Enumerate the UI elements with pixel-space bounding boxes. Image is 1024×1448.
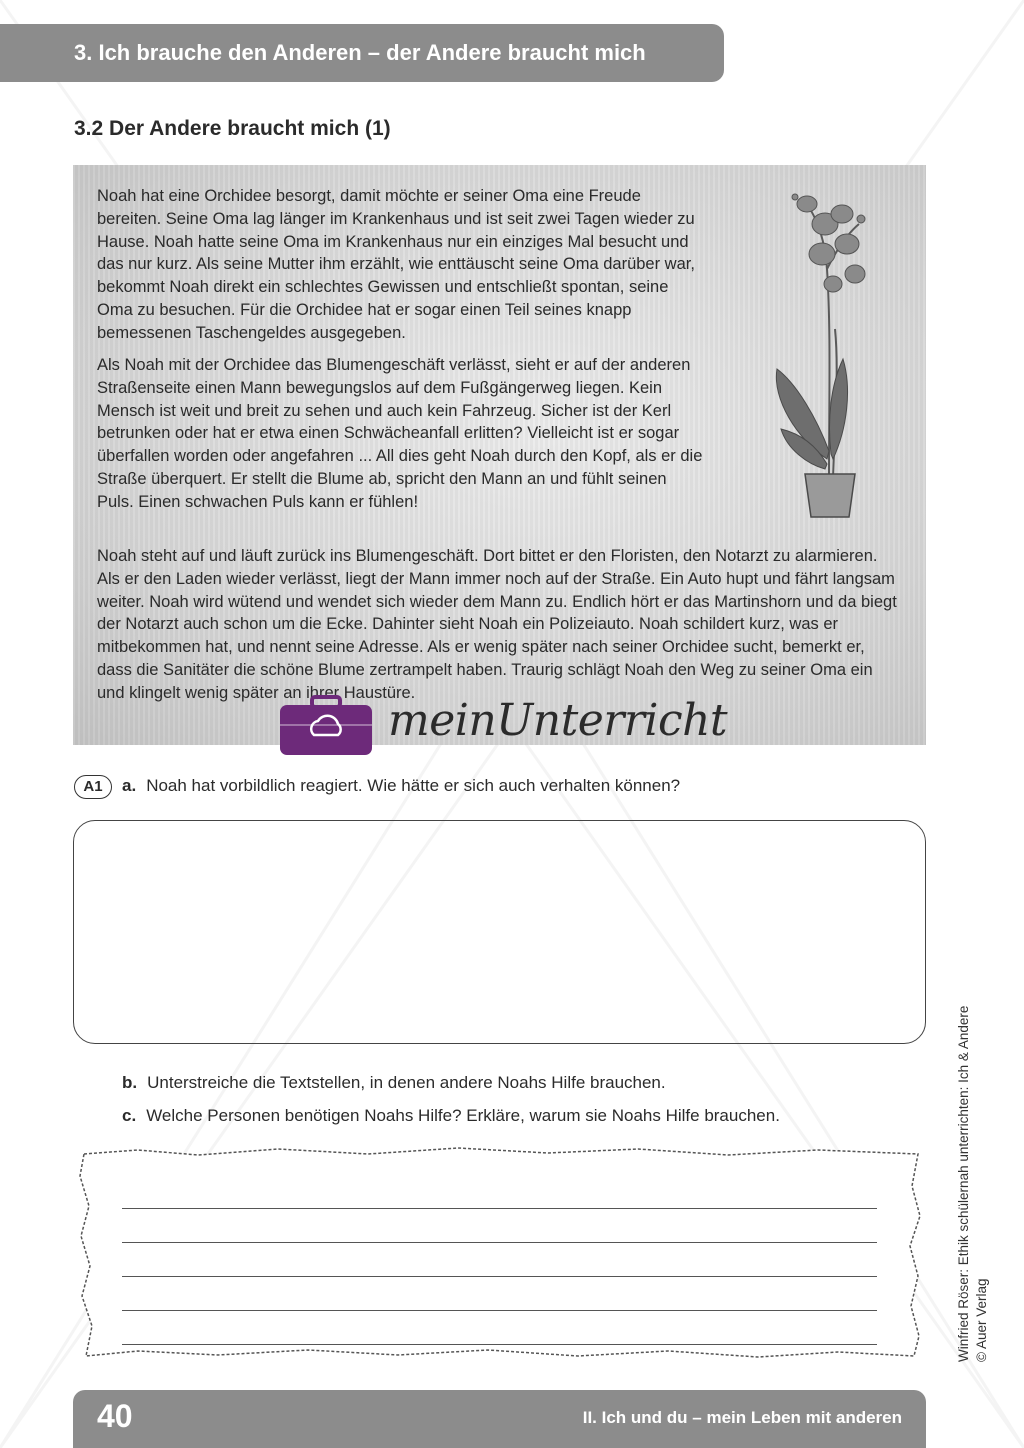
story-box xyxy=(73,165,926,745)
publisher-logo xyxy=(276,693,746,759)
task-a-letter: a. xyxy=(122,776,137,795)
story-paragraph-1: Noah hat eine Orchidee besorgt, damit möchte er seiner Oma eine Freude bereiten. Seine Oma lag länger im Krankenhaus und ist seit zwei Tagen wieder zu Hause. Noah hatte seine Oma im Krankenhaus nur ein einziges Mal besucht und das nur kurz. Als seine Mutter ihm erzählt, wie enttäuscht seine Oma darüber war, bekommt Noah direkt ein schlechtes Gewissen und entschließt spontan, seine Oma zu besuchen. Für die Orchidee hat er sogar einen Teil seines knapp bemessenen Taschengeldes ausgegeben. xyxy=(97,187,695,342)
page-number: 40 xyxy=(97,1398,133,1434)
task-b xyxy=(122,1073,666,1093)
task-a-text: Noah hat vorbildlich reagiert. Wie hätte er sich auch verhalten können? xyxy=(146,776,681,795)
story-paragraph-2: Als Noah mit der Orchidee das Blumengeschäft verlässt, sieht er auf der anderen Straßenseite einen Mann bewegungslos auf dem Fußgängerweg liegen. Kein Mensch ist weit und breit zu sehen und auch kein Fahrzeug. Sicher ist der Kerl betrunken oder hat er etwa einen Schwächeanfall erlitten? Vielleicht ist er sogar überfallen worden oder angefahren ... All dies geht Noah durch den Kopf, als er die Straße überquert. Er stellt die Blume ab, spricht den Mann an und fühlt seinen Puls. Einen schwachen Puls kann er fühlen! xyxy=(97,356,703,511)
task-b-letter: b. xyxy=(122,1073,138,1092)
chapter-title: 3. Ich brauche den Anderen – der Andere braucht mich xyxy=(74,40,646,65)
writing-line[interactable] xyxy=(122,1242,877,1243)
credit-publisher-line: © Auer Verlag xyxy=(974,1278,989,1362)
chapter-header xyxy=(0,24,724,82)
task-label: A1 xyxy=(74,775,112,799)
writing-line[interactable] xyxy=(122,1310,877,1311)
footer-section-title: II. Ich und du – mein Leben mit anderen xyxy=(582,1408,902,1427)
orchid-image xyxy=(767,179,879,519)
section-title: 3.2 Der Andere braucht mich (1) xyxy=(74,117,391,140)
task-a xyxy=(122,776,680,796)
story-paragraph-3: Noah steht auf und läuft zurück ins Blumengeschäft. Dort bittet er den Floristen, den Notarzt zu alarmieren. Als er den Laden wieder verlässt, liegt der Mann immer noch auf der Straße. Ein Auto hupt und fährt langsam weiter. Noah wird wütend und wendet sich wieder dem Mann zu. Endlich hört er das Martinshorn und da biegt der Notarzt auch schon um die Ecke. Dahinter sieht Noah ein Polizeiauto. Noah schildert kurz, was er mitbekommen hat, und nennt seine Adresse. Als er wenig später nach seiner Orchidee sucht, bemerkt er, dass die Sanitäter die schöne Blume zertrampelt haben. Traurig schlägt Noah den Weg zu seiner Oma ein und klingelt wenig später an ihrer Haustüre. xyxy=(97,547,897,702)
task-c-letter: c. xyxy=(122,1106,137,1125)
writing-line[interactable] xyxy=(122,1344,877,1345)
side-credit xyxy=(955,942,991,1362)
answer-box-a[interactable] xyxy=(73,820,926,1044)
writing-line[interactable] xyxy=(122,1208,877,1209)
page-footer xyxy=(73,1390,926,1448)
torn-paper-answer-area[interactable] xyxy=(78,1146,924,1360)
writing-line[interactable] xyxy=(122,1276,877,1277)
credit-author-line: Winfried Röser: Ethik schülernah unterrichten: Ich & Andere xyxy=(956,1005,971,1362)
task-b-text: Unterstreiche die Textstellen, in denen andere Noahs Hilfe brauchen. xyxy=(147,1073,666,1092)
task-c-text: Welche Personen benötigen Noahs Hilfe? Erkläre, warum sie Noahs Hilfe brauchen. xyxy=(146,1106,780,1125)
task-c xyxy=(122,1106,780,1126)
briefcase-cloud-icon xyxy=(278,695,374,757)
logo-wordmark: meinUnterricht xyxy=(388,695,728,746)
